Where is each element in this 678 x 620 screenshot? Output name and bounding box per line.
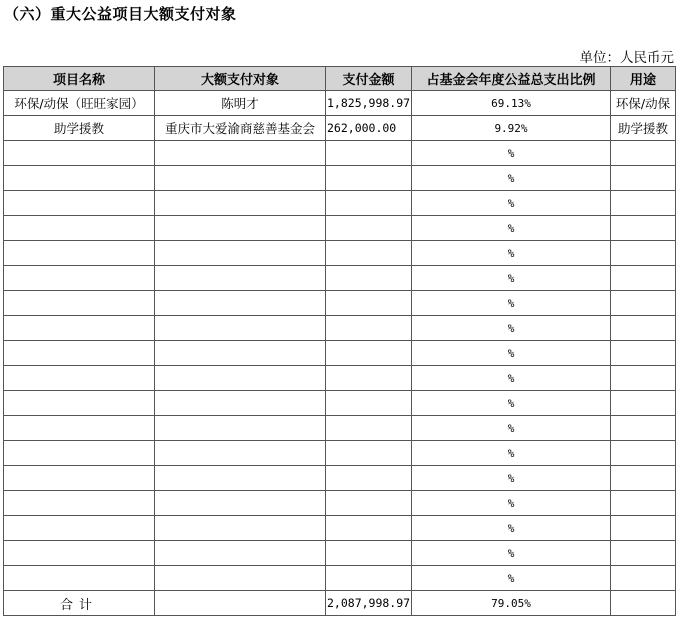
cell-amount xyxy=(326,341,412,366)
cell-purpose xyxy=(611,191,676,216)
table-row xyxy=(4,316,676,341)
cell-payee xyxy=(155,391,326,416)
cell-project-name xyxy=(4,266,155,291)
cell-purpose xyxy=(611,441,676,466)
total-row xyxy=(4,591,676,616)
cell-project-name xyxy=(4,166,155,191)
cell-project-name xyxy=(4,141,155,166)
cell-payee xyxy=(155,191,326,216)
cell-amount xyxy=(326,166,412,191)
cell-percent: % xyxy=(412,566,611,591)
cell-percent: 9.92% xyxy=(412,116,611,141)
cell-project-name: 助学援教 xyxy=(4,116,155,141)
total-payee xyxy=(155,591,326,616)
table-row xyxy=(4,241,676,266)
cell-project-name xyxy=(4,291,155,316)
cell-payee xyxy=(155,441,326,466)
cell-purpose xyxy=(611,291,676,316)
table-row xyxy=(4,341,676,366)
cell-purpose: 环保/动保 xyxy=(611,91,676,116)
table-row xyxy=(4,416,676,441)
cell-purpose xyxy=(611,341,676,366)
table-row xyxy=(4,166,676,191)
cell-project-name xyxy=(4,516,155,541)
cell-percent: % xyxy=(412,491,611,516)
cell-project-name xyxy=(4,416,155,441)
cell-amount xyxy=(326,216,412,241)
cell-project-name xyxy=(4,216,155,241)
cell-percent: % xyxy=(412,241,611,266)
table-row xyxy=(4,516,676,541)
table-row xyxy=(4,116,676,141)
table-row xyxy=(4,466,676,491)
cell-purpose xyxy=(611,416,676,441)
table-row xyxy=(4,191,676,216)
cell-payee xyxy=(155,266,326,291)
cell-purpose xyxy=(611,141,676,166)
header-purpose: 用途 xyxy=(611,67,676,91)
cell-payee xyxy=(155,166,326,191)
cell-amount xyxy=(326,441,412,466)
cell-purpose xyxy=(611,541,676,566)
table-row xyxy=(4,266,676,291)
cell-percent: 69.13% xyxy=(412,91,611,116)
cell-percent: % xyxy=(412,441,611,466)
total-amount: 2,087,998.97 xyxy=(326,591,412,616)
cell-project-name xyxy=(4,541,155,566)
cell-amount xyxy=(326,266,412,291)
cell-purpose xyxy=(611,316,676,341)
total-purpose xyxy=(611,591,676,616)
cell-percent: % xyxy=(412,466,611,491)
header-row xyxy=(4,67,676,91)
cell-amount xyxy=(326,416,412,441)
cell-amount xyxy=(326,516,412,541)
cell-percent: % xyxy=(412,516,611,541)
cell-project-name xyxy=(4,316,155,341)
cell-amount xyxy=(326,191,412,216)
cell-payee xyxy=(155,516,326,541)
cell-payee: 陈明才 xyxy=(155,91,326,116)
cell-payee xyxy=(155,466,326,491)
table-row xyxy=(4,291,676,316)
cell-payee xyxy=(155,416,326,441)
cell-percent: % xyxy=(412,191,611,216)
cell-payee xyxy=(155,216,326,241)
cell-percent: % xyxy=(412,266,611,291)
cell-project-name xyxy=(4,566,155,591)
cell-payee xyxy=(155,141,326,166)
cell-payee xyxy=(155,291,326,316)
cell-percent: % xyxy=(412,316,611,341)
cell-percent: % xyxy=(412,216,611,241)
cell-percent: % xyxy=(412,366,611,391)
cell-project-name xyxy=(4,341,155,366)
cell-project-name xyxy=(4,191,155,216)
cell-purpose xyxy=(611,266,676,291)
cell-amount xyxy=(326,241,412,266)
cell-project-name xyxy=(4,391,155,416)
cell-purpose xyxy=(611,391,676,416)
cell-payee xyxy=(155,541,326,566)
header-percent: 占基金会年度公益总支出比例 xyxy=(412,67,611,91)
cell-project-name: 环保/动保（旺旺家园） xyxy=(4,91,155,116)
cell-amount xyxy=(326,566,412,591)
table-row xyxy=(4,491,676,516)
cell-project-name xyxy=(4,491,155,516)
cell-payee xyxy=(155,566,326,591)
cell-percent: % xyxy=(412,291,611,316)
table-row xyxy=(4,216,676,241)
cell-percent: % xyxy=(412,341,611,366)
cell-payee: 重庆市大爱渝商慈善基金会 xyxy=(155,116,326,141)
header-project-name: 项目名称 xyxy=(4,67,155,91)
table-row xyxy=(4,391,676,416)
total-label: 合计 xyxy=(4,591,155,616)
cell-project-name xyxy=(4,241,155,266)
cell-percent: % xyxy=(412,391,611,416)
cell-percent: % xyxy=(412,541,611,566)
cell-amount xyxy=(326,541,412,566)
cell-amount xyxy=(326,291,412,316)
cell-payee xyxy=(155,241,326,266)
cell-amount xyxy=(326,316,412,341)
cell-purpose xyxy=(611,241,676,266)
header-amount: 支付金额 xyxy=(326,67,412,91)
section-title: （六）重大公益项目大额支付对象 xyxy=(4,5,237,23)
cell-project-name xyxy=(4,466,155,491)
table-row xyxy=(4,141,676,166)
table-row xyxy=(4,441,676,466)
table-row xyxy=(4,566,676,591)
cell-purpose xyxy=(611,516,676,541)
table-row xyxy=(4,366,676,391)
cell-amount xyxy=(326,141,412,166)
currency-unit: 单位：人民币元 xyxy=(579,50,674,66)
table-row xyxy=(4,541,676,566)
cell-purpose xyxy=(611,466,676,491)
cell-purpose xyxy=(611,166,676,191)
cell-amount: 262,000.00 xyxy=(326,116,412,141)
cell-project-name xyxy=(4,366,155,391)
cell-project-name xyxy=(4,441,155,466)
cell-amount xyxy=(326,491,412,516)
cell-purpose xyxy=(611,216,676,241)
cell-amount xyxy=(326,466,412,491)
cell-payee xyxy=(155,366,326,391)
cell-payee xyxy=(155,316,326,341)
cell-amount: 1,825,998.97 xyxy=(326,91,412,116)
total-percent: 79.05% xyxy=(412,591,611,616)
cell-purpose xyxy=(611,366,676,391)
header-payee: 大额支付对象 xyxy=(155,67,326,91)
cell-amount xyxy=(326,366,412,391)
cell-purpose xyxy=(611,566,676,591)
table-row xyxy=(4,91,676,116)
cell-purpose xyxy=(611,491,676,516)
table-body xyxy=(4,91,676,591)
payment-table xyxy=(3,66,676,616)
cell-payee xyxy=(155,491,326,516)
cell-percent: % xyxy=(412,141,611,166)
cell-amount xyxy=(326,391,412,416)
cell-purpose: 助学援教 xyxy=(611,116,676,141)
cell-percent: % xyxy=(412,416,611,441)
cell-percent: % xyxy=(412,166,611,191)
cell-payee xyxy=(155,341,326,366)
